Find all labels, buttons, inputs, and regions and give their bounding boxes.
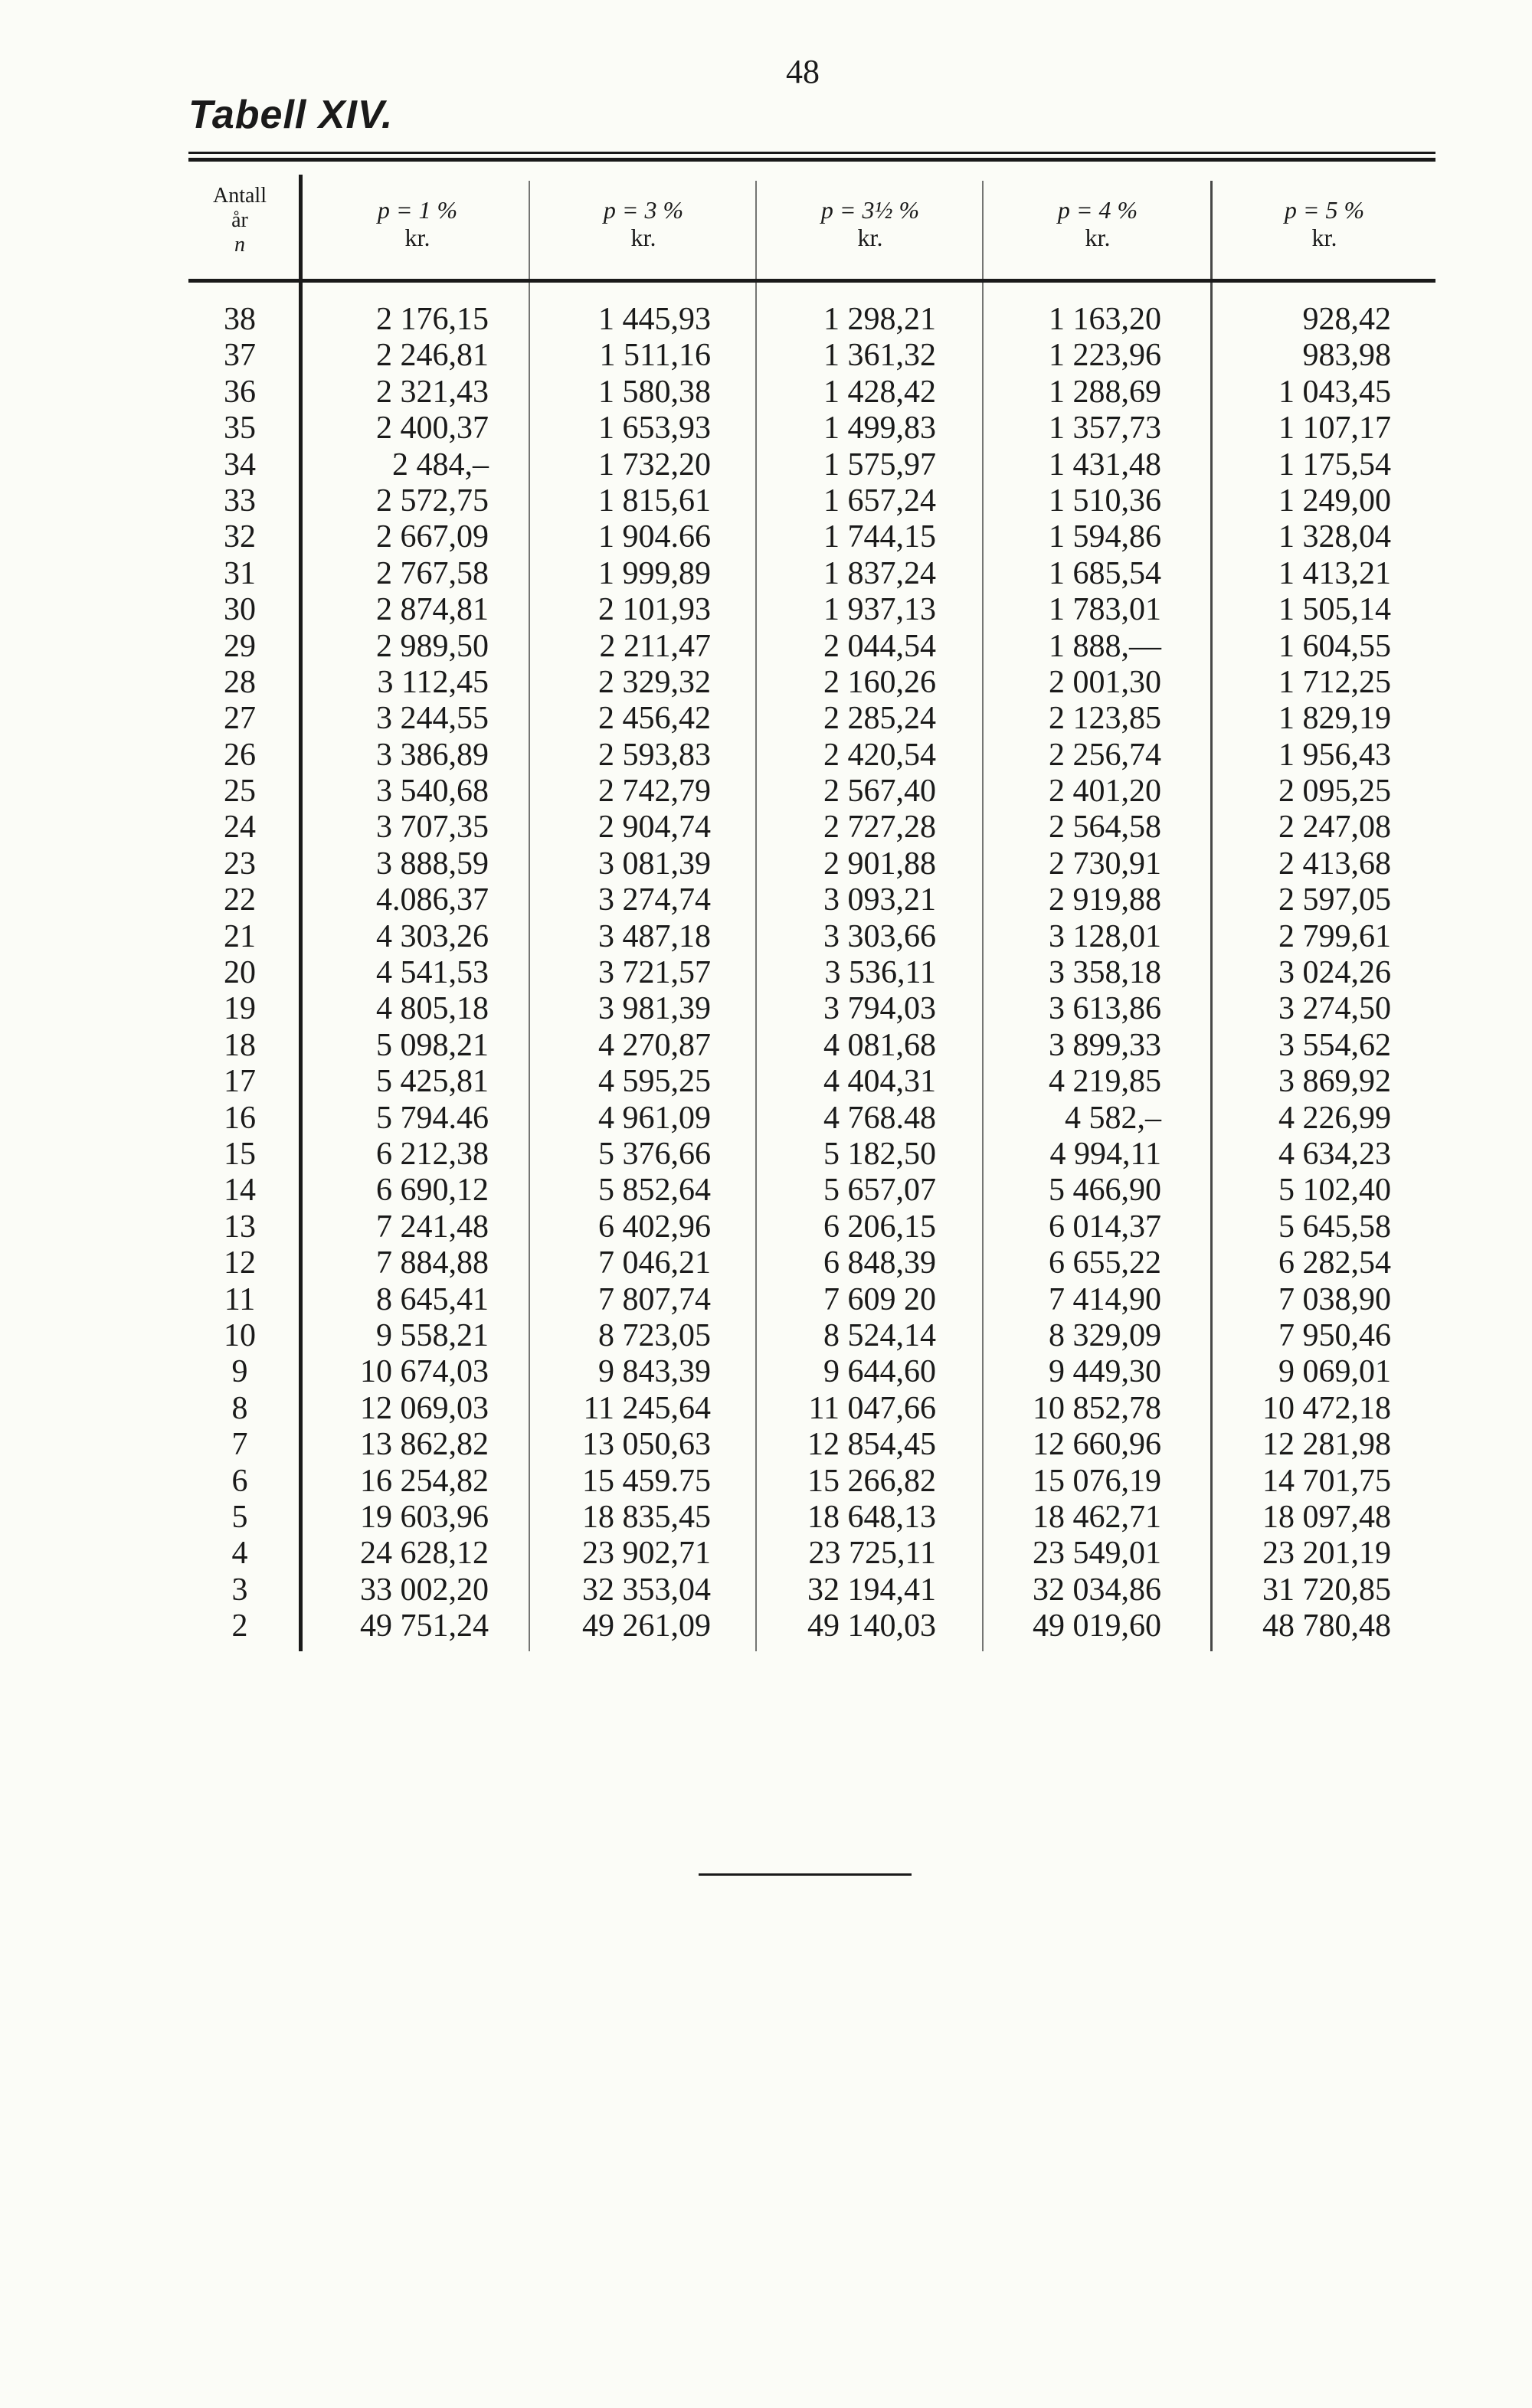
header-rate-5-label: p = 5 % [1284,196,1365,224]
value-cell: 1 815,61 [598,483,711,519]
value-cell: 23 201,19 [1262,1536,1391,1572]
value-cell: 2 456,42 [598,701,711,737]
value-cell: 3 707,35 [376,810,489,846]
years-cell: 8 [231,1390,248,1426]
value-cell: 8 723,05 [598,1317,711,1353]
column-rate-5 [1213,302,1391,1644]
value-cell: 1 431,48 [1049,447,1161,483]
years-cell: 11 [224,1281,256,1317]
value-cell: 1 657,24 [823,483,936,519]
value-cell: 1 888,— [1049,628,1161,664]
value-cell: 7 884,88 [376,1245,489,1281]
value-cell: 2 211,47 [599,628,711,664]
value-cell: 18 462,71 [1033,1499,1161,1535]
value-cell: 6 690,12 [376,1173,489,1209]
years-cell: 21 [224,918,256,954]
value-cell: 8 645,41 [376,1281,489,1317]
value-cell: 3 899,33 [1049,1027,1161,1063]
header-rule [188,279,1435,283]
years-cell: 12 [224,1245,256,1281]
value-cell: 4 768.48 [823,1100,936,1136]
value-cell: 1 904.66 [598,519,711,555]
value-cell: 49 261,09 [582,1608,711,1644]
value-cell: 2 667,09 [376,519,489,555]
header-rate-3-unit: kr. [630,224,656,251]
value-cell: 1 837,24 [823,555,936,591]
value-cell: 5 376,66 [598,1136,711,1172]
value-cell: 3 721,57 [598,955,711,991]
value-cell: 983,98 [1302,338,1391,374]
header-rate-4 [985,196,1210,251]
value-cell: 4 961,09 [598,1100,711,1136]
value-cell: 4.086,37 [376,882,489,918]
value-cell: 1 937,13 [823,592,936,628]
value-cell: 3 540,68 [376,774,489,810]
years-cell: 13 [224,1209,256,1245]
column-divider-n [299,175,303,1651]
value-cell: 1 712,25 [1278,664,1391,700]
value-cell: 7 950,46 [1278,1317,1391,1353]
value-cell: 23 902,71 [582,1536,711,1572]
value-cell: 32 194,41 [807,1572,936,1608]
value-cell: 3 112,45 [377,664,489,700]
years-cell: 28 [224,664,256,700]
value-cell: 49 019,60 [1033,1608,1161,1644]
value-cell: 2 001,30 [1049,664,1161,700]
value-cell: 3 487,18 [598,918,711,954]
value-cell: 1 505,14 [1278,592,1391,628]
value-cell: 6 282,54 [1278,1245,1391,1281]
value-cell: 3 303,66 [823,918,936,954]
value-cell: 4 595,25 [598,1064,711,1100]
years-cell: 19 [224,991,256,1027]
value-cell: 4 270,87 [598,1027,711,1063]
value-cell: 1 288,69 [1049,374,1161,410]
table-title: Tabell XIV. [188,93,394,137]
header-rate-3 [532,196,755,251]
value-cell: 12 281,98 [1262,1427,1391,1463]
value-cell: 928,42 [1302,302,1391,337]
value-cell: 2 329,32 [598,664,711,700]
value-cell: 1 732,20 [598,447,711,483]
value-cell: 3 081,39 [598,846,711,882]
value-cell: 1 829,19 [1278,701,1391,737]
value-cell: 2 799,61 [1278,918,1391,954]
value-cell: 4 219,85 [1049,1064,1161,1100]
years-cell: 38 [224,302,256,337]
value-cell: 11 047,66 [808,1390,936,1426]
column-rate-4 [985,302,1161,1644]
value-cell: 16 254,82 [360,1463,489,1499]
value-cell: 19 603,96 [360,1499,489,1535]
header-rate-3-5-label: p = 3½ % [820,196,920,224]
value-cell: 1 163,20 [1049,302,1161,337]
value-cell: 3 794,03 [823,991,936,1027]
value-cell: 2 919,88 [1049,882,1161,918]
column-divider-2 [755,181,757,1651]
header-rate-3-5 [758,196,982,251]
value-cell: 3 093,21 [823,882,936,918]
value-cell: 2 564,58 [1049,810,1161,846]
header-rate-1-unit: kr. [404,224,430,251]
value-cell: 1 575,97 [823,447,936,483]
value-cell: 5 645,58 [1278,1209,1391,1245]
years-cell: 33 [224,483,256,519]
value-cell: 7 807,74 [598,1281,711,1317]
value-cell: 1 413,21 [1278,555,1391,591]
value-cell: 1 580,38 [598,374,711,410]
value-cell: 1 499,83 [823,411,936,447]
value-cell: 9 449,30 [1049,1354,1161,1390]
header-years [188,184,291,257]
value-cell: 5 425,81 [376,1064,489,1100]
value-cell: 7 414,90 [1049,1281,1161,1317]
value-cell: 5 098,21 [376,1027,489,1063]
header-rate-1 [306,196,529,251]
header-years-line1: Antall [213,184,267,208]
top-rule-thin [188,152,1435,154]
column-rate-3 [532,302,711,1644]
value-cell: 2 401,20 [1049,774,1161,810]
value-cell: 10 472,18 [1262,1390,1391,1426]
value-cell: 2 285,24 [823,701,936,737]
value-cell: 6 206,15 [823,1209,936,1245]
value-cell: 6 848,39 [823,1245,936,1281]
value-cell: 8 329,09 [1049,1317,1161,1353]
value-cell: 10 674,03 [360,1354,489,1390]
years-cell: 4 [231,1536,248,1572]
value-cell: 13 862,82 [360,1427,489,1463]
value-cell: 2 767,58 [376,555,489,591]
value-cell: 15 266,82 [807,1463,936,1499]
value-cell: 4 634,23 [1278,1136,1391,1172]
value-cell: 1 653,93 [598,411,711,447]
header-rate-4-unit: kr. [1085,224,1111,251]
years-cell: 24 [224,810,256,846]
value-cell: 4 541,53 [376,955,489,991]
value-cell: 2 874,81 [376,592,489,628]
column-rate-1 [306,302,489,1644]
value-cell: 5 182,50 [823,1136,936,1172]
years-cell: 3 [231,1572,248,1608]
value-cell: 6 402,96 [598,1209,711,1245]
value-cell: 3 869,92 [1278,1064,1391,1100]
value-cell: 2 597,05 [1278,882,1391,918]
value-cell: 2 727,28 [823,810,936,846]
value-cell: 4 081,68 [823,1027,936,1063]
value-cell: 1 328,04 [1278,519,1391,555]
value-cell: 1 107,17 [1278,411,1391,447]
top-rule-thick [188,158,1435,162]
value-cell: 2 095,25 [1278,774,1391,810]
value-cell: 1 298,21 [823,302,936,337]
column-rate-3-5 [758,302,936,1644]
value-cell: 2 567,40 [823,774,936,810]
column-years [188,302,291,1644]
value-cell: 5 657,07 [823,1173,936,1209]
value-cell: 1 511,16 [599,338,711,374]
value-cell: 5 794.46 [376,1100,489,1136]
value-cell: 2 247,08 [1278,810,1391,846]
value-cell: 1 361,32 [823,338,936,374]
value-cell: 2 123,85 [1049,701,1161,737]
years-cell: 23 [224,846,256,882]
years-cell: 5 [231,1499,248,1535]
header-rate-1-label: p = 1 % [377,196,458,224]
value-cell: 2 572,75 [376,483,489,519]
value-cell: 31 720,85 [1262,1572,1391,1608]
value-cell: 2 400,37 [376,411,489,447]
value-cell: 3 274,74 [598,882,711,918]
header-rate-5-unit: kr. [1311,224,1337,251]
header-years-line2: år [231,208,248,232]
value-cell: 49 751,24 [360,1608,489,1644]
value-cell: 2 256,74 [1049,737,1161,773]
years-cell: 15 [224,1136,256,1172]
years-cell: 17 [224,1064,256,1100]
value-cell: 3 024,26 [1278,955,1391,991]
value-cell: 1 357,73 [1049,411,1161,447]
value-cell: 3 274,50 [1278,991,1391,1027]
value-cell: 18 835,45 [582,1499,711,1535]
value-cell: 1 604,55 [1278,628,1391,664]
end-rule [699,1873,912,1876]
years-cell: 36 [224,374,256,410]
years-cell: 29 [224,628,256,664]
value-cell: 15 459.75 [582,1463,711,1499]
years-cell: 18 [224,1027,256,1063]
value-cell: 5 102,40 [1278,1173,1391,1209]
value-cell: 15 076,19 [1033,1463,1161,1499]
header-years-line3: n [234,233,245,257]
value-cell: 18 648,13 [807,1499,936,1535]
years-cell: 37 [224,338,256,374]
value-cell: 7 241,48 [376,1209,489,1245]
years-cell: 7 [231,1427,248,1463]
value-cell: 9 558,21 [376,1317,489,1353]
years-cell: 20 [224,955,256,991]
header-rate-3-label: p = 3 % [603,196,684,224]
value-cell: 2 484,– [392,447,489,483]
value-cell: 2 413,68 [1278,846,1391,882]
value-cell: 1 744,15 [823,519,936,555]
value-cell: 3 128,01 [1049,918,1161,954]
value-cell: 4 404,31 [823,1064,936,1100]
value-cell: 5 852,64 [598,1173,711,1209]
years-cell: 34 [224,447,256,483]
value-cell: 1 175,54 [1278,447,1391,483]
value-cell: 7 038,90 [1278,1281,1391,1317]
value-cell: 3 554,62 [1278,1027,1391,1063]
value-cell: 7 609 20 [823,1281,936,1317]
value-cell: 4 303,26 [376,918,489,954]
years-cell: 26 [224,737,256,773]
value-cell: 23 725,11 [808,1536,936,1572]
value-cell: 3 386,89 [376,737,489,773]
years-cell: 30 [224,592,256,628]
value-cell: 2 742,79 [598,774,711,810]
value-cell: 1 956,43 [1278,737,1391,773]
value-cell: 4 226,99 [1278,1100,1391,1136]
value-cell: 10 852,78 [1033,1390,1161,1426]
value-cell: 6 212,38 [376,1136,489,1172]
value-cell: 14 701,75 [1262,1463,1391,1499]
value-cell: 13 050,63 [582,1427,711,1463]
value-cell: 4 582,– [1065,1100,1161,1136]
header-rate-3-5-unit: kr. [857,224,883,251]
value-cell: 1 783,01 [1049,592,1161,628]
value-cell: 4 805,18 [376,991,489,1027]
value-cell: 6 655,22 [1049,1245,1161,1281]
value-cell: 9 069,01 [1278,1354,1391,1390]
value-cell: 32 353,04 [582,1572,711,1608]
value-cell: 33 002,20 [360,1572,489,1608]
years-cell: 6 [231,1463,248,1499]
value-cell: 2 901,88 [823,846,936,882]
value-cell: 2 246,81 [376,338,489,374]
value-cell: 5 466,90 [1049,1173,1161,1209]
value-cell: 2 160,26 [823,664,936,700]
value-cell: 3 888,59 [376,846,489,882]
value-cell: 1 510,36 [1049,483,1161,519]
value-cell: 2 989,50 [376,628,489,664]
value-cell: 2 044,54 [823,628,936,664]
years-cell: 25 [224,774,256,810]
value-cell: 6 014,37 [1049,1209,1161,1245]
value-cell: 4 994,11 [1049,1136,1161,1172]
value-cell: 1 999,89 [598,555,711,591]
value-cell: 3 536,11 [824,955,936,991]
years-cell: 2 [231,1608,248,1644]
value-cell: 12 069,03 [360,1390,489,1426]
value-cell: 1 428,42 [823,374,936,410]
value-cell: 1 223,96 [1049,338,1161,374]
years-cell: 9 [231,1354,248,1390]
years-cell: 22 [224,882,256,918]
value-cell: 9 843,39 [598,1354,711,1390]
value-cell: 1 043,45 [1278,374,1391,410]
value-cell: 2 321,43 [376,374,489,410]
header-rate-5 [1213,196,1435,251]
value-cell: 3 613,86 [1049,991,1161,1027]
value-cell: 1 685,54 [1049,555,1161,591]
value-cell: 9 644,60 [823,1354,936,1390]
value-cell: 49 140,03 [807,1608,936,1644]
header-rate-4-label: p = 4 % [1057,196,1138,224]
value-cell: 8 524,14 [823,1317,936,1353]
years-cell: 10 [224,1317,256,1353]
value-cell: 1 249,00 [1278,483,1391,519]
value-cell: 12 660,96 [1033,1427,1161,1463]
value-cell: 1 445,93 [598,302,711,337]
value-cell: 32 034,86 [1033,1572,1161,1608]
years-cell: 32 [224,519,256,555]
page-number: 48 [786,53,820,90]
value-cell: 2 420,54 [823,737,936,773]
value-cell: 1 594,86 [1049,519,1161,555]
years-cell: 14 [224,1173,256,1209]
value-cell: 18 097,48 [1262,1499,1391,1535]
years-cell: 35 [224,411,256,447]
value-cell: 24 628,12 [360,1536,489,1572]
years-cell: 31 [224,555,256,591]
value-cell: 3 358,18 [1049,955,1161,991]
column-divider-3 [982,181,984,1651]
value-cell: 2 904,74 [598,810,711,846]
value-cell: 2 730,91 [1049,846,1161,882]
column-divider-1 [529,181,530,1651]
years-cell: 27 [224,701,256,737]
value-cell: 2 593,83 [598,737,711,773]
value-cell: 3 981,39 [598,991,711,1027]
value-cell: 7 046,21 [598,1245,711,1281]
value-cell: 11 245,64 [583,1390,711,1426]
value-cell: 48 780,48 [1262,1608,1391,1644]
value-cell: 2 101,93 [598,592,711,628]
years-cell: 16 [224,1100,256,1136]
value-cell: 23 549,01 [1033,1536,1161,1572]
value-cell: 2 176,15 [376,302,489,337]
value-cell: 3 244,55 [376,701,489,737]
column-divider-4 [1210,181,1213,1651]
value-cell: 12 854,45 [807,1427,936,1463]
